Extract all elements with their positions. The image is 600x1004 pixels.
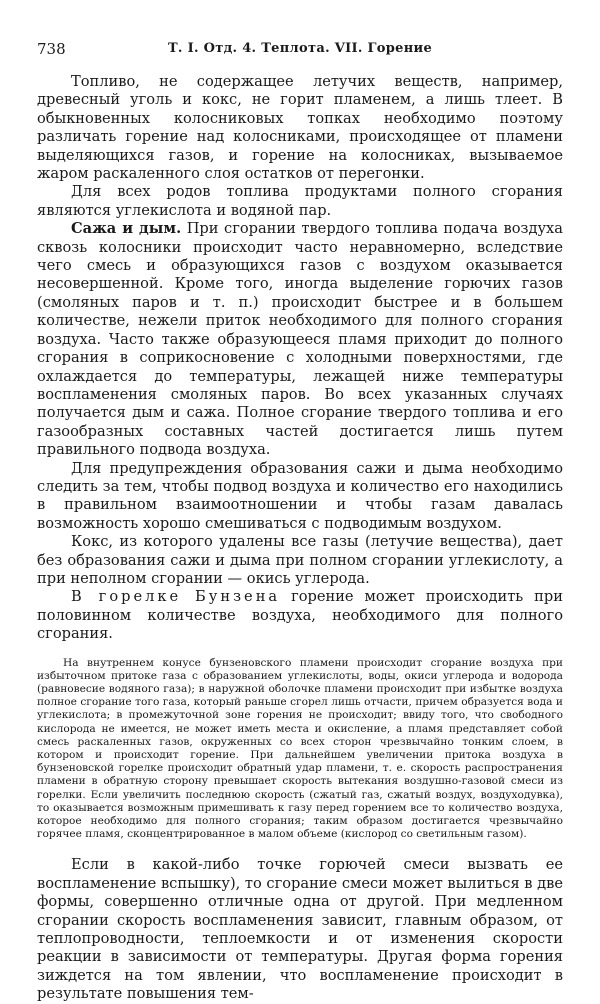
closing-section (37, 856, 563, 1003)
page-number: 738 (37, 40, 66, 58)
paragraph (37, 220, 563, 459)
paragraph: Топливо, не содержащее летучих веществ, например, древесный уголь и кокс, не горит пламенем, а лишь тлеет. В обыкновенных колосниковых топках необходимо поэтому различать горение над колосниками, происходящее от пламени выделяющихся газов, и горение на колосниках, вызываемое жаром раскаленного слоя остатков от перегонки. (37, 73, 563, 183)
small-print-note (37, 657, 563, 842)
paragraph: Для всех родов топлива продуктами полного сгорания являются углекислота и водяной пар. (37, 183, 563, 219)
paragraph: Если в какой-либо точке горючей смеси вызвать ее воспламенение вспышку), то сгорание смеси может вылиться в две формы, совершенно отличные одна от другой. При медленном сгорании скорость воспламенения зависит, главным образом, от теплопроводности, теплоемкости и от изменения скорости реакции в зависимости от температуры. Другая форма горения зиждется на том явлении, что воспламенение происходит в результате повышения тем- (37, 856, 563, 1003)
paragraph (37, 588, 563, 643)
page-header (37, 40, 563, 62)
page (37, 40, 563, 1004)
running-title: Т. I. Отд. 4. Теплота. VII. Горение (167, 41, 433, 56)
note-text: На внутреннем конусе бунзеновского пламени происходит сгорание воздуха при избыточном притоке газа с образованием углекислоты, воды, окиси углерода и водорода (равновесие водяного газа); в наружной оболочке пламени происходит при избытке воздуха полное сгорание того газа, который раньше сгорел лишь отчасти, причем образуется вода и углекислота; в промежуточной зоне горения не происходит; ввиду того, что свободного кислорода не имеется, не может иметь места и окисление, а пламя представляет собой смесь раскаленных газов, окруженных со всех сторон чрезвычайно тонким слоем, в котором и происходит горение. При дальнейшем увеличении притока воздуха в бунзеновской горелке происходит обратный удар пламени, т. е. скорость распространения пламени в обратную сторону превышает скорость вытекания воздушно-газовой смеси из горелки. Если увеличить последнюю скорость (сжатый газ, сжатый воздух, воздуходувка), то оказывается возможным примешивать к газу перед горением все то количество воздуха, которое необходимо для полного сгорания; таким образом достигается чрезвычайно горячее пламя, сконцентрированное в малом объеме (кислород со светильным газом). (37, 656, 563, 841)
main-text (37, 73, 563, 644)
paragraph-body: горение может происходить при половинном количестве воздуха, необходимого для полного сгорания. (37, 588, 563, 643)
paragraph-body: При сгорании твердого топлива подача воздуха сквозь колосники происходит часто неравномерно, вследствие чего смесь и образующихся газов с воздухом оказывается несовершенной. Кроме того, иногда выделение горючих газов (смоляных паров и т. п.) происходит быстрее и в большем количестве, нежели приток необходимого для полного сгорания воздуха. Часто также образующееся пламя приходит до полного сгорания в соприкосновение с холодными поверхностями, где охлаждается до температуры, лежащей ниже температуры воспламенения смоляных паров. Во всех указанных случаях получается дым и сажа. Полное сгорание твердого топлива и его газообразных составных частей достигается лишь путем правильного подвода воздуха. (37, 220, 563, 459)
paragraph: Кокс, из которого удалены все газы (летучие вещества), дает без образования сажи и дыма при полном сгорании углекислоту, а при неполном сгорании — окись углерода. (37, 533, 563, 587)
paragraph: Для предупреждения образования сажи и дыма необходимо следить за тем, чтобы подвод воздуха и количество его находились в правильном взаимоотношении и чтобы газам давалась возможность хорошо смешиваться с подводимым воздухом. (37, 459, 563, 532)
spaced-emphasis: В горелке Бунзена (71, 588, 281, 606)
subheading: Сажа и дым. (71, 220, 182, 238)
